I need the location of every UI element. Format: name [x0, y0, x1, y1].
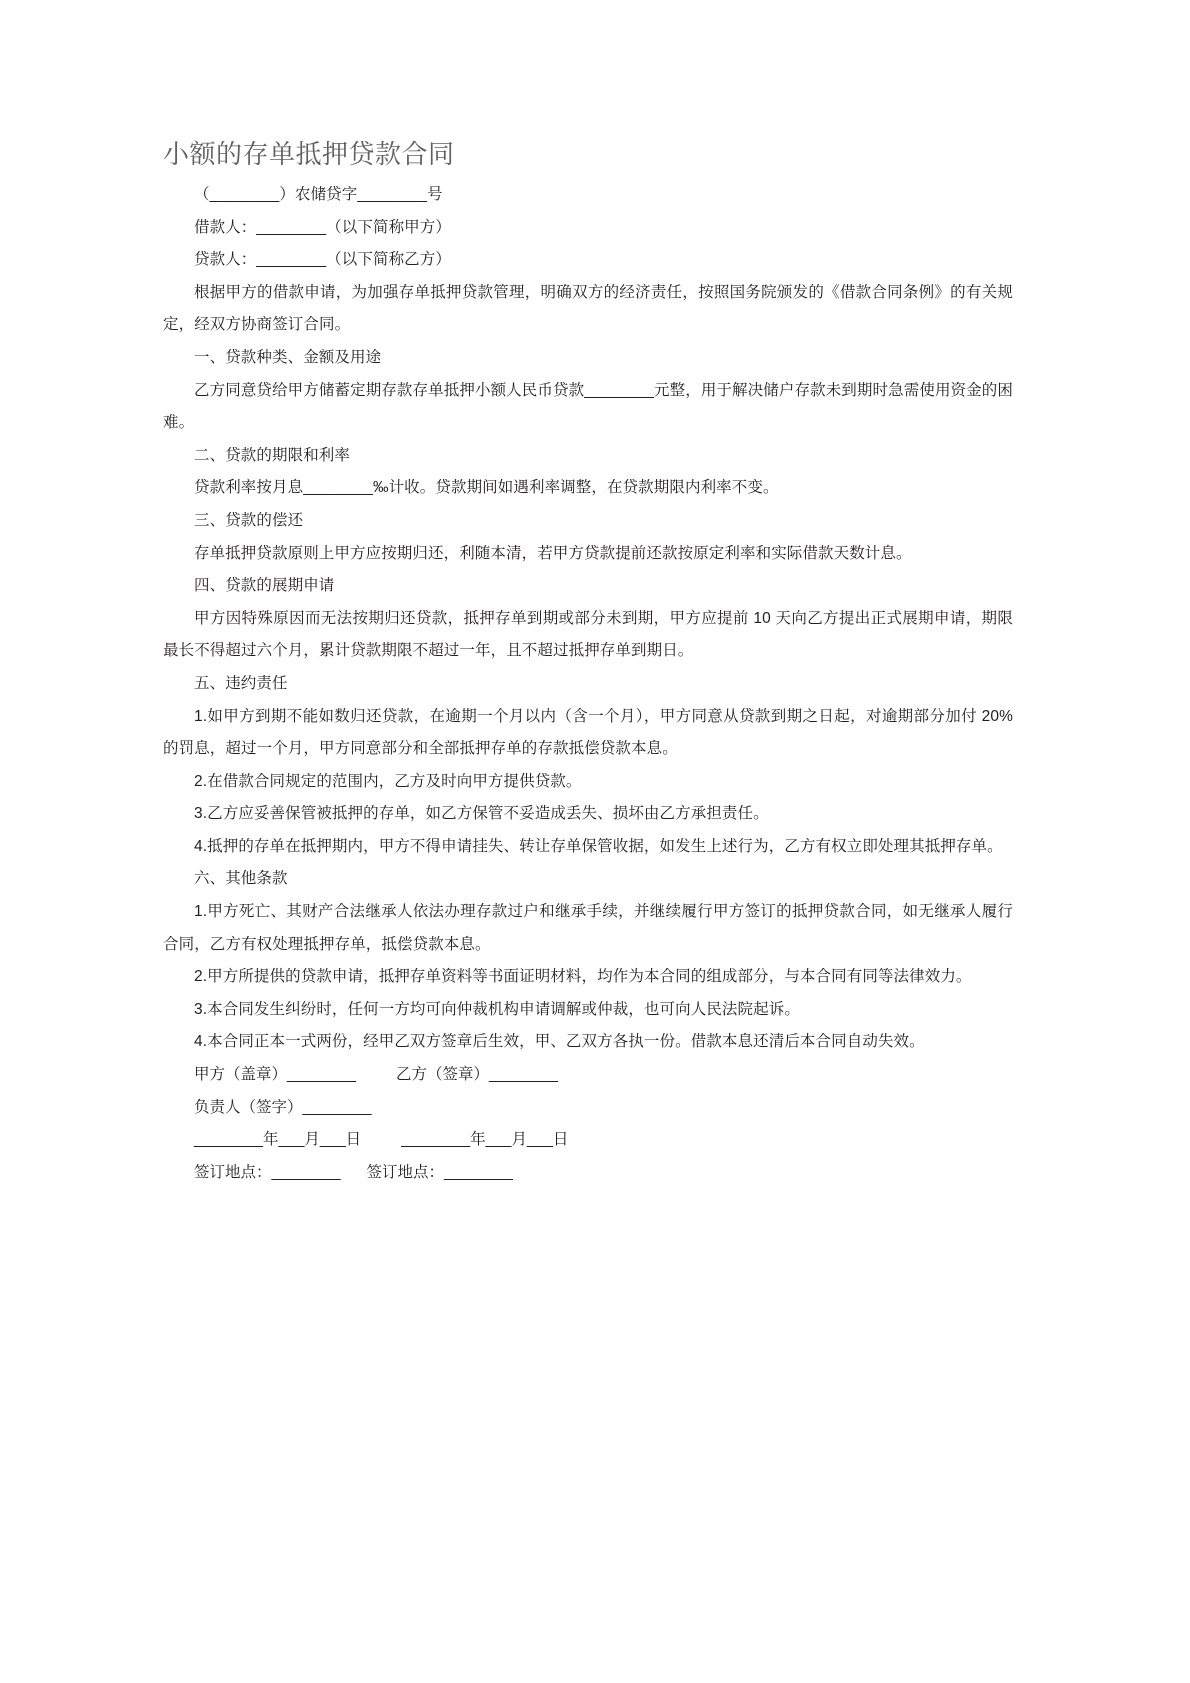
date-party-b-field: ________年___月___日: [401, 1131, 569, 1149]
section-paragraph-6-2: 2.甲方所提供的贷款申请，抵押存单资料等书面证明材料，均作为本合同的组成部分，与本合同有同等法律效力。: [194, 968, 972, 986]
section-heading-5: 五、违约责任: [194, 674, 288, 692]
signing-place-row: [163, 1157, 1013, 1190]
responsible-person-field: 负责人（签字）________: [194, 1098, 372, 1116]
section-heading-1: 一、贷款种类、金额及用途: [194, 348, 382, 366]
section-paragraph-3-1: 存单抵押贷款原则上甲方应按期归还，利随本清，若甲方贷款提前还款按原定利率和实际借款天数计息。: [194, 544, 912, 562]
party-a-seal-field: 甲方（盖章）________: [194, 1066, 356, 1084]
lender-line: 贷款人：________（以下简称乙方）: [194, 251, 451, 269]
signing-place-b-field: 签订地点：________: [366, 1163, 513, 1181]
signature-dates-row: [163, 1124, 1013, 1157]
section-paragraph-4-1: 甲方因特殊原因而无法按期归还贷款，抵押存单到期或部分未到期，甲方应提前 10 天向乙方提出正式展期申请，期限最长不得超过六个月，累计贷款期限不超过一年，且不超过抵押存单到期日。: [163, 609, 1013, 660]
date-party-a-field: ________年___月___日: [194, 1131, 362, 1149]
contract-number-line: （________）农储贷字________号: [194, 186, 443, 203]
section-paragraph-6-4: 4.本合同正本一式两份，经甲乙双方签章后生效，甲、乙双方各执一份。借款本息还清后本合同自动失效。: [194, 1033, 925, 1051]
section-paragraph-5-4: 4.抵押的存单在抵押期内，甲方不得申请挂失、转让存单保管收据，如发生上述行为，乙方有权立即处理其抵押存单。: [194, 837, 1003, 855]
document-content: [163, 137, 1013, 1189]
preamble-paragraph: 根据甲方的借款申请，为加强存单抵押贷款管理，明确双方的经济责任，按照国务院颁发的《借款合同条例》的有关规定，经双方协商签订合同。: [163, 283, 1013, 334]
section-heading-3: 三、贷款的偿还: [194, 511, 304, 529]
section-paragraph-5-3: 3.乙方应妥善保管被抵押的存单，如乙方保管不妥造成丢失、损坏由乙方承担责任。: [194, 805, 769, 823]
responsible-person-row: [163, 1092, 1013, 1125]
section-paragraph-6-3: 3.本合同发生纠纷时，任何一方均可向仲裁机构申请调解或仲裁，也可向人民法院起诉。: [194, 1000, 800, 1018]
page-title: 小额的存单抵押贷款合同: [163, 140, 455, 169]
section-heading-2: 二、贷款的期限和利率: [194, 446, 351, 464]
section-paragraph-6-1: 1.甲方死亡、其财产合法继承人依法办理存款过户和继承手续，并继续履行甲方签订的抵押贷款合同，如无继承人履行合同，乙方有权处理抵押存单，抵偿贷款本息。: [163, 903, 1013, 953]
section-paragraph-5-2: 2.在借款合同规定的范围内，乙方及时向甲方提供贷款。: [194, 772, 582, 790]
signing-place-a-field: 签订地点：________: [194, 1163, 341, 1181]
section-paragraph-1-1: 乙方同意贷给甲方储蓄定期存款存单抵押小额人民币贷款________元整，用于解决储户存款未到期时急需使用资金的困难。: [163, 381, 1013, 432]
party-b-seal-field: 乙方（签章）________: [395, 1066, 558, 1084]
section-paragraph-2-1: 贷款利率按月息________‰计收。贷款期间如遇利率调整，在贷款期限内利率不变。: [194, 479, 779, 497]
borrower-line: 借款人：________（以下简称甲方）: [194, 218, 451, 236]
section-heading-4: 四、贷款的展期申请: [194, 577, 335, 595]
section-heading-6: 六、其他条款: [194, 870, 288, 888]
signature-parties-row: [163, 1059, 1013, 1092]
section-paragraph-5-1: 1.如甲方到期不能如数归还贷款，在逾期一个月以内（含一个月），甲方同意从贷款到期之日起，对逾期部分加付 20%的罚息，超过一个月，甲方同意部分和全部抵押存单的存款抵偿贷款本息。: [163, 707, 1013, 758]
